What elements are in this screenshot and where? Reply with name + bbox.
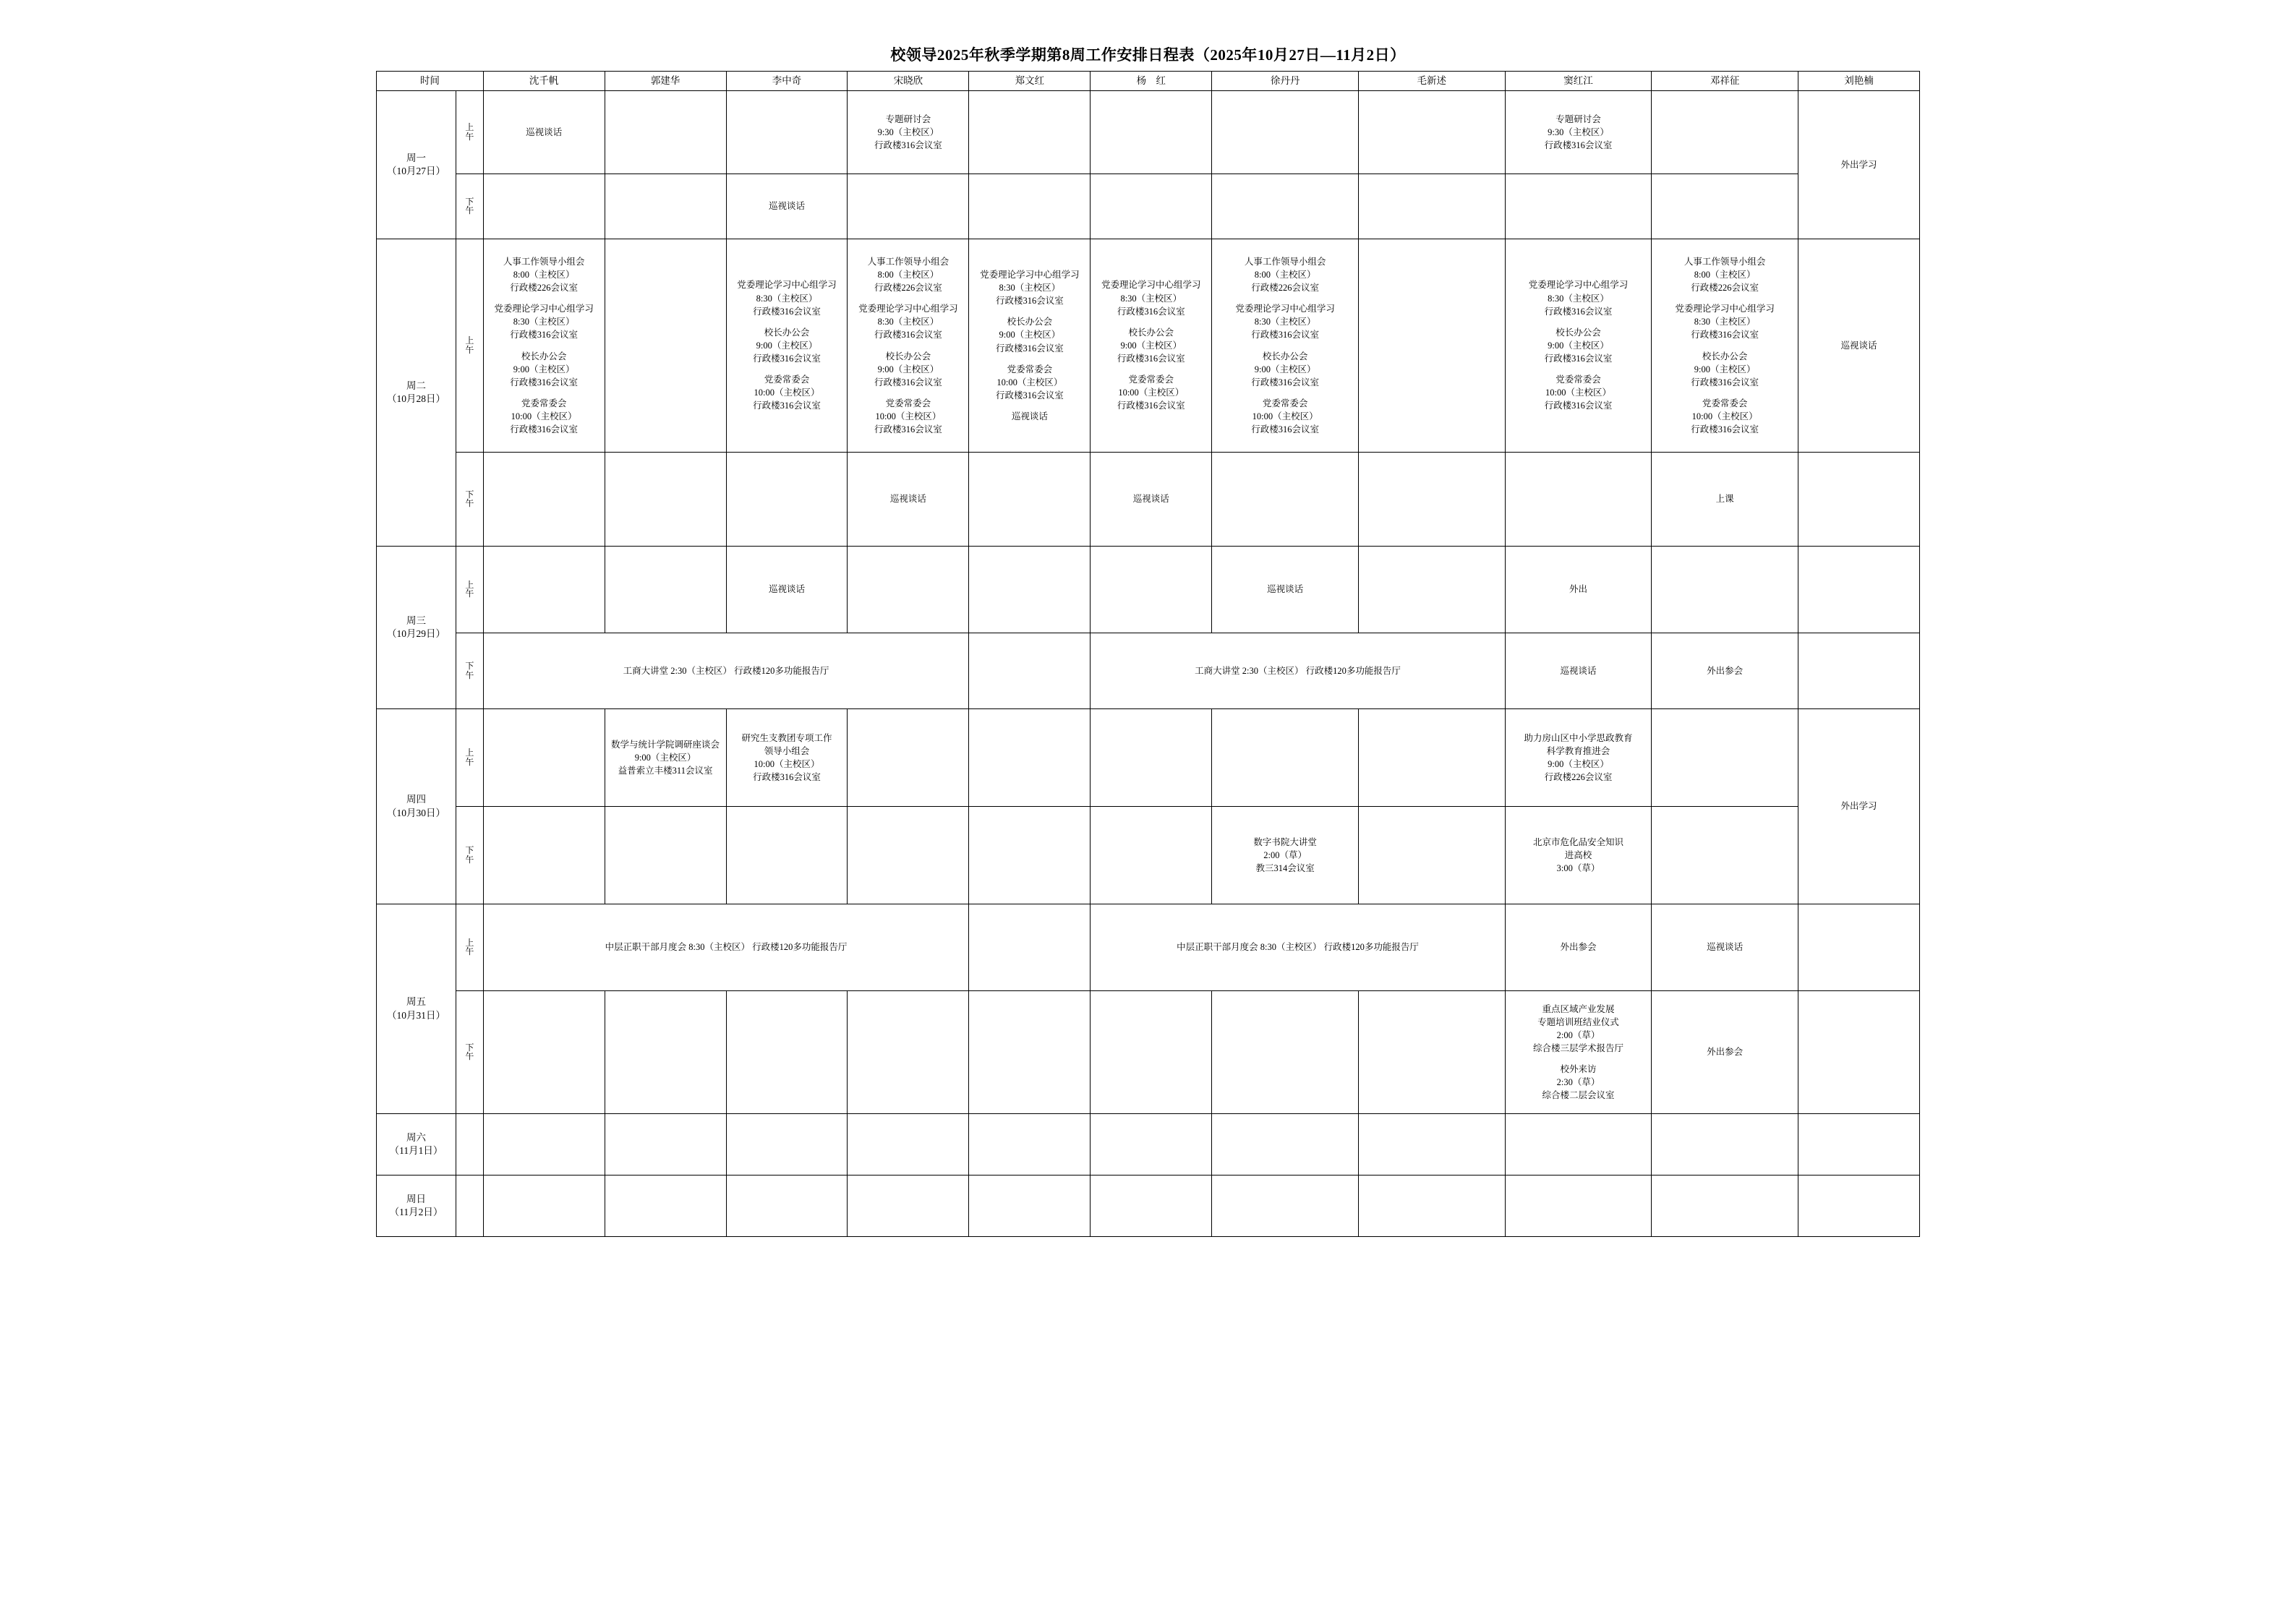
cell-tue-am-xu: 人事工作领导小组会 8:00（主校区） 行政楼226会议室 党委理论学习中心组学习 8:30（主校区） 行政楼316会议室 校长办公会 9:00（主校区） 行政楼316会议室 党委常委会 10:00（主校区） 行政楼316会议室 bbox=[1212, 239, 1359, 453]
cell-sat-deng bbox=[1652, 1114, 1798, 1176]
header-person-6: 徐丹丹 bbox=[1212, 72, 1359, 91]
period-label-pm: 下午 bbox=[456, 453, 484, 547]
header-person-2: 李中奇 bbox=[726, 72, 848, 91]
cell-tue-am-song: 人事工作领导小组会 8:00（主校区） 行政楼226会议室 党委理论学习中心组学习 8:30（主校区） 行政楼316会议室 校长办公会 9:00（主校区） 行政楼316会议室 党委常委会 10:00（主校区） 行政楼316会议室 bbox=[848, 239, 969, 453]
cell-mon-am-deng bbox=[1652, 91, 1798, 174]
header-person-3: 宋晓欣 bbox=[848, 72, 969, 91]
cell-tue-am-deng: 人事工作领导小组会 8:00（主校区） 行政楼226会议室 党委理论学习中心组学习 8:30（主校区） 行政楼316会议室 校长办公会 9:00（主校区） 行政楼316会议室 党委常委会 10:00（主校区） 行政楼316会议室 bbox=[1652, 239, 1798, 453]
header-person-5: 杨 红 bbox=[1091, 72, 1212, 91]
cell-tue-pm-mao bbox=[1358, 453, 1505, 547]
cell-wed-am-xu: 巡视谈话 bbox=[1212, 547, 1359, 633]
day-label-friday bbox=[377, 904, 456, 1114]
period-label-am: 上午 bbox=[456, 91, 484, 174]
cell-fri-pm-xu bbox=[1212, 991, 1359, 1114]
cell-sat-guo bbox=[605, 1114, 726, 1176]
cell-wed-am-li: 巡视谈话 bbox=[726, 547, 848, 633]
table-row-sunday bbox=[377, 1176, 1920, 1237]
header-person-1: 郭建华 bbox=[605, 72, 726, 91]
period-label-pm: 下午 bbox=[456, 174, 484, 239]
cell-wed-am-song bbox=[848, 547, 969, 633]
cell-fri-pm-liu bbox=[1798, 991, 1919, 1114]
cell-thu-am-guo: 数学与统计学院调研座谈会 9:00（主校区） 益普索立丰楼311会议室 bbox=[605, 709, 726, 807]
cell-sun-deng bbox=[1652, 1176, 1798, 1237]
cell-tue-pm-li bbox=[726, 453, 848, 547]
cell-fri-pm-zheng bbox=[969, 991, 1091, 1114]
cell-wed-pm-span-right: 工商大讲堂 2:30（主校区） 行政楼120多功能报告厅 bbox=[1091, 633, 1505, 709]
cell-tue-pm-song: 巡视谈话 bbox=[848, 453, 969, 547]
table-row-monday-pm bbox=[377, 174, 1920, 239]
cell-wed-pm-deng: 外出参会 bbox=[1652, 633, 1798, 709]
table-row-tuesday-am bbox=[377, 239, 1920, 453]
cell-sat-song bbox=[848, 1114, 969, 1176]
header-person-10: 刘艳楠 bbox=[1798, 72, 1919, 91]
day-date-friday: （10月31日） bbox=[387, 1009, 445, 1021]
period-label-am: 上午 bbox=[456, 709, 484, 807]
table-header bbox=[377, 72, 1920, 91]
cell-sat-yang bbox=[1091, 1114, 1212, 1176]
cell-mon-am-yang bbox=[1091, 91, 1212, 174]
cell-sun-dou bbox=[1505, 1176, 1652, 1237]
cell-tue-am-dou: 党委理论学习中心组学习 8:30（主校区） 行政楼316会议室 校长办公会 9:00（主校区） 行政楼316会议室 党委常委会 10:00（主校区） 行政楼316会议室 bbox=[1505, 239, 1652, 453]
cell-sun-liu bbox=[1798, 1176, 1919, 1237]
cell-tue-pm-deng: 上课 bbox=[1652, 453, 1798, 547]
cell-mon-pm-zheng bbox=[969, 174, 1091, 239]
cell-fri-pm-yang bbox=[1091, 991, 1212, 1114]
header-person-4: 郑文红 bbox=[969, 72, 1091, 91]
cell-sat-dou bbox=[1505, 1114, 1652, 1176]
page-title: 校领导2025年秋季学期第8周工作安排日程表（2025年10月27日—11月2日） bbox=[890, 46, 1406, 64]
cell-wed-pm-zheng bbox=[969, 633, 1091, 709]
cell-mon-pm-deng bbox=[1652, 174, 1798, 239]
cell-tue-am-li: 党委理论学习中心组学习 8:30（主校区） 行政楼316会议室 校长办公会 9:00（主校区） 行政楼316会议室 党委常委会 10:00（主校区） 行政楼316会议室 bbox=[726, 239, 848, 453]
day-name-monday: 周一 bbox=[406, 152, 426, 163]
cell-mon-am-shen: 巡视谈话 bbox=[483, 91, 605, 174]
day-name-friday: 周五 bbox=[406, 996, 426, 1008]
cell-wed-am-dou: 外出 bbox=[1505, 547, 1652, 633]
table-row-friday-pm bbox=[377, 991, 1920, 1114]
cell-thu-am-song bbox=[848, 709, 969, 807]
cell-sun-mao bbox=[1358, 1176, 1505, 1237]
day-name-wednesday: 周三 bbox=[406, 614, 426, 626]
cell-thu-pm-zheng bbox=[969, 807, 1091, 904]
header-person-0: 沈千帆 bbox=[483, 72, 605, 91]
table-row-thursday-am bbox=[377, 709, 1920, 807]
cell-tue-am-yang: 党委理论学习中心组学习 8:30（主校区） 行政楼316会议室 校长办公会 9:00（主校区） 行政楼316会议室 党委常委会 10:00（主校区） 行政楼316会议室 bbox=[1091, 239, 1212, 453]
cell-mon-am-zheng bbox=[969, 91, 1091, 174]
day-date-saturday: （11月1日） bbox=[389, 1145, 443, 1156]
cell-sun-xu bbox=[1212, 1176, 1359, 1237]
day-name-sunday: 周日 bbox=[406, 1193, 426, 1204]
cell-tue-pm-shen bbox=[483, 453, 605, 547]
cell-fri-am-span-left: 中层正职干部月度会 8:30（主校区） 行政楼120多功能报告厅 bbox=[483, 904, 969, 991]
period-label-pm: 下午 bbox=[456, 991, 484, 1114]
header-person-9: 邓祥征 bbox=[1652, 72, 1798, 91]
cell-mon-liu: 外出学习 bbox=[1798, 91, 1919, 239]
cell-mon-pm-mao bbox=[1358, 174, 1505, 239]
day-date-thursday: （10月30日） bbox=[387, 807, 445, 818]
day-label-wednesday bbox=[377, 547, 456, 709]
period-label-am: 上午 bbox=[456, 904, 484, 991]
day-name-thursday: 周四 bbox=[406, 794, 426, 805]
cell-fri-am-span-right: 中层正职干部月度会 8:30（主校区） 行政楼120多功能报告厅 bbox=[1091, 904, 1505, 991]
day-label-tuesday bbox=[377, 239, 456, 547]
cell-sun-yang bbox=[1091, 1176, 1212, 1237]
cell-fri-pm-li bbox=[726, 991, 848, 1114]
table-row-thursday-pm bbox=[377, 807, 1920, 904]
table-row-tuesday-pm bbox=[377, 453, 1920, 547]
cell-fri-pm-mao bbox=[1358, 991, 1505, 1114]
day-date-sunday: （11月2日） bbox=[389, 1207, 443, 1217]
cell-thu-am-li: 研究生支教团专项工作 领导小组会 10:00（主校区） 行政楼316会议室 bbox=[726, 709, 848, 807]
cell-thu-pm-deng bbox=[1652, 807, 1798, 904]
cell-mon-pm-xu bbox=[1212, 174, 1359, 239]
table-row-monday-am bbox=[377, 91, 1920, 174]
cell-mon-pm-yang bbox=[1091, 174, 1212, 239]
day-name-tuesday: 周二 bbox=[406, 380, 426, 391]
cell-tue-am-shen: 人事工作领导小组会 8:00（主校区） 行政楼226会议室 党委理论学习中心组学习 8:30（主校区） 行政楼316会议室 校长办公会 9:00（主校区） 行政楼316会议室 党委常委会 10:00（主校区） 行政楼316会议室 bbox=[483, 239, 605, 453]
header-person-8: 窦红江 bbox=[1505, 72, 1652, 91]
day-label-sunday bbox=[377, 1176, 456, 1237]
day-label-thursday bbox=[377, 709, 456, 904]
cell-tue-am-liu: 巡视谈话 bbox=[1798, 239, 1919, 453]
cell-wed-pm-span-left: 工商大讲堂 2:30（主校区） 行政楼120多功能报告厅 bbox=[483, 633, 969, 709]
cell-mon-am-dou: 专题研讨会 9:30（主校区） 行政楼316会议室 bbox=[1505, 91, 1652, 174]
cell-sat-shen bbox=[483, 1114, 605, 1176]
cell-tue-pm-liu bbox=[1798, 453, 1919, 547]
cell-thu-liu: 外出学习 bbox=[1798, 709, 1919, 904]
table-row-saturday bbox=[377, 1114, 1920, 1176]
cell-thu-pm-mao bbox=[1358, 807, 1505, 904]
cell-thu-am-zheng bbox=[969, 709, 1091, 807]
cell-thu-am-xu bbox=[1212, 709, 1359, 807]
cell-fri-am-deng: 巡视谈话 bbox=[1652, 904, 1798, 991]
cell-mon-pm-dou bbox=[1505, 174, 1652, 239]
cell-fri-am-liu bbox=[1798, 904, 1919, 991]
cell-fri-pm-dou: 重点区域产业发展 专题培训班结业仪式 2:00（草） 综合楼三层学术报告厅 校外来访 2:30（草） 综合楼二层会议室 bbox=[1505, 991, 1652, 1114]
cell-thu-am-deng bbox=[1652, 709, 1798, 807]
period-label-saturday bbox=[456, 1114, 484, 1176]
cell-mon-am-li bbox=[726, 91, 848, 174]
day-name-saturday: 周六 bbox=[406, 1131, 426, 1143]
cell-fri-am-zheng bbox=[969, 904, 1091, 991]
cell-mon-pm-shen bbox=[483, 174, 605, 239]
period-label-am: 上午 bbox=[456, 547, 484, 633]
table-row-wednesday-am bbox=[377, 547, 1920, 633]
cell-mon-am-guo bbox=[605, 91, 726, 174]
period-label-pm: 下午 bbox=[456, 633, 484, 709]
day-date-tuesday: （10月28日） bbox=[387, 393, 445, 404]
cell-thu-pm-guo bbox=[605, 807, 726, 904]
cell-mon-pm-song bbox=[848, 174, 969, 239]
cell-sat-li bbox=[726, 1114, 848, 1176]
cell-thu-am-mao bbox=[1358, 709, 1505, 807]
cell-wed-am-zheng bbox=[969, 547, 1091, 633]
cell-fri-pm-song bbox=[848, 991, 969, 1114]
cell-sat-liu bbox=[1798, 1114, 1919, 1176]
cell-tue-am-guo bbox=[605, 239, 726, 453]
cell-fri-am-dou: 外出参会 bbox=[1505, 904, 1652, 991]
cell-wed-am-yang bbox=[1091, 547, 1212, 633]
cell-sun-song bbox=[848, 1176, 969, 1237]
cell-mon-am-xu bbox=[1212, 91, 1359, 174]
day-date-wednesday: （10月29日） bbox=[387, 628, 445, 639]
cell-thu-pm-li bbox=[726, 807, 848, 904]
cell-sun-guo bbox=[605, 1176, 726, 1237]
cell-wed-pm-liu bbox=[1798, 633, 1919, 709]
cell-thu-am-shen bbox=[483, 709, 605, 807]
cell-thu-pm-yang bbox=[1091, 807, 1212, 904]
cell-thu-am-yang bbox=[1091, 709, 1212, 807]
cell-thu-pm-dou: 北京市危化品安全知识 进高校 3:00（草） bbox=[1505, 807, 1652, 904]
cell-wed-am-mao bbox=[1358, 547, 1505, 633]
cell-sun-li bbox=[726, 1176, 848, 1237]
header-time: 时间 bbox=[377, 72, 484, 91]
cell-fri-pm-deng: 外出参会 bbox=[1652, 991, 1798, 1114]
cell-wed-pm-dou: 巡视谈话 bbox=[1505, 633, 1652, 709]
period-label-sunday bbox=[456, 1176, 484, 1237]
cell-tue-pm-zheng bbox=[969, 453, 1091, 547]
cell-tue-pm-guo bbox=[605, 453, 726, 547]
table-row-wednesday-pm bbox=[377, 633, 1920, 709]
day-date-monday: （10月27日） bbox=[387, 166, 445, 176]
cell-thu-am-dou: 助力房山区中小学思政教育 科学教育推进会 9:00（主校区） 行政楼226会议室 bbox=[1505, 709, 1652, 807]
cell-mon-am-mao bbox=[1358, 91, 1505, 174]
cell-thu-pm-xu: 数字书院大讲堂 2:00（草） 教三314会议室 bbox=[1212, 807, 1359, 904]
cell-mon-pm-guo bbox=[605, 174, 726, 239]
cell-sun-zheng bbox=[969, 1176, 1091, 1237]
header-person-7: 毛新述 bbox=[1358, 72, 1505, 91]
cell-wed-am-shen bbox=[483, 547, 605, 633]
cell-sat-zheng bbox=[969, 1114, 1091, 1176]
cell-sat-xu bbox=[1212, 1114, 1359, 1176]
cell-tue-am-mao bbox=[1358, 239, 1505, 453]
cell-sat-mao bbox=[1358, 1114, 1505, 1176]
cell-tue-pm-dou bbox=[1505, 453, 1652, 547]
day-label-monday bbox=[377, 91, 456, 239]
period-label-pm: 下午 bbox=[456, 807, 484, 904]
cell-wed-am-guo bbox=[605, 547, 726, 633]
table-row-friday-am bbox=[377, 904, 1920, 991]
cell-mon-pm-li: 巡视谈话 bbox=[726, 174, 848, 239]
cell-wed-am-liu bbox=[1798, 547, 1919, 633]
cell-fri-pm-shen bbox=[483, 991, 605, 1114]
cell-tue-pm-xu bbox=[1212, 453, 1359, 547]
cell-fri-pm-guo bbox=[605, 991, 726, 1114]
day-label-saturday bbox=[377, 1114, 456, 1176]
cell-tue-am-zheng: 党委理论学习中心组学习 8:30（主校区） 行政楼316会议室 校长办公会 9:00（主校区） 行政楼316会议室 党委常委会 10:00（主校区） 行政楼316会议室 巡视谈话 bbox=[969, 239, 1091, 453]
weekly-schedule-table bbox=[376, 71, 1920, 1237]
cell-mon-am-song: 专题研讨会 9:30（主校区） 行政楼316会议室 bbox=[848, 91, 969, 174]
cell-thu-pm-song bbox=[848, 807, 969, 904]
header-row bbox=[377, 72, 1920, 91]
cell-tue-pm-yang: 巡视谈话 bbox=[1091, 453, 1212, 547]
cell-sun-shen bbox=[483, 1176, 605, 1237]
cell-thu-pm-shen bbox=[483, 807, 605, 904]
period-label-am: 上午 bbox=[456, 239, 484, 453]
cell-wed-am-deng bbox=[1652, 547, 1798, 633]
